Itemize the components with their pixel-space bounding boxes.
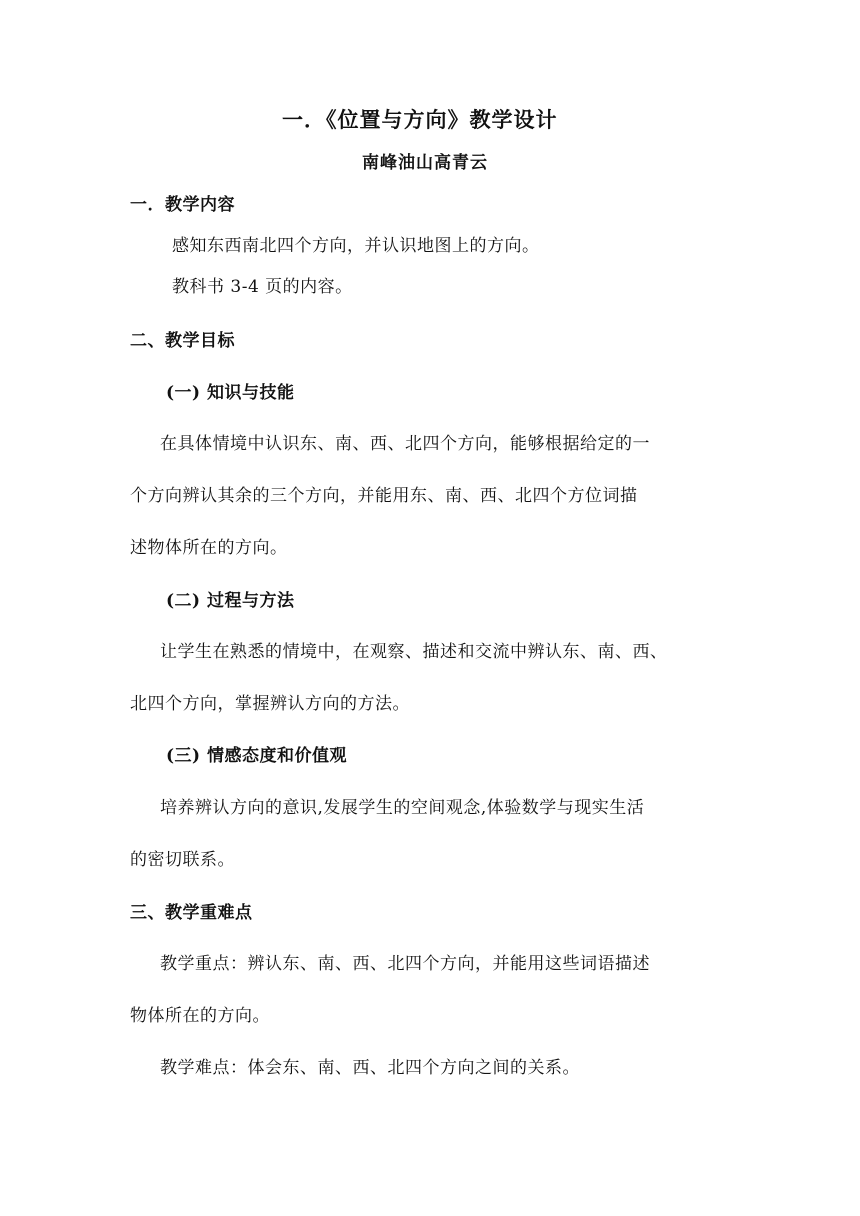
section-heading-teaching-content: 一．教学内容 bbox=[130, 195, 235, 215]
paragraph: 教科书 3-4 页的内容。 bbox=[172, 277, 353, 297]
paragraph-line: 在具体情境中认识东、南、西、北四个方向，能够根据给定的一 bbox=[160, 434, 650, 454]
subsection-heading-emotions-values: (三) 情感态度和价值观 bbox=[166, 746, 348, 766]
paragraph-line: 让学生在熟悉的情境中，在观察、描述和交流中辨认东、南、西、 bbox=[160, 642, 668, 662]
document-author: 南峰油山高青云 bbox=[362, 153, 488, 173]
subsection-heading-knowledge-skills: (一) 知识与技能 bbox=[166, 383, 295, 403]
paragraph-line: 教学重点：辨认东、南、西、北四个方向，并能用这些词语描述 bbox=[160, 954, 650, 974]
paragraph-line: 个方向辨认其余的三个方向，并能用东、南、西、北四个方位词描 bbox=[130, 486, 638, 506]
section-heading-key-difficult-points: 三、教学重难点 bbox=[130, 903, 253, 923]
paragraph: 感知东西南北四个方向，并认识地图上的方向。 bbox=[172, 236, 540, 256]
paragraph-line: 北四个方向，掌握辨认方向的方法。 bbox=[130, 694, 410, 714]
paragraph-line: 教学难点：体会东、南、西、北四个方向之间的关系。 bbox=[160, 1058, 580, 1078]
subsection-heading-process-methods: (二) 过程与方法 bbox=[166, 591, 295, 611]
document-title: 一．《位置与方向》教学设计 bbox=[282, 107, 558, 132]
section-heading-teaching-goals: 二、教学目标 bbox=[130, 331, 235, 351]
paragraph-line: 物体所在的方向。 bbox=[130, 1006, 270, 1026]
paragraph-line: 的密切联系。 bbox=[130, 850, 235, 870]
paragraph-line: 述物体所在的方向。 bbox=[130, 538, 288, 558]
paragraph-line: 培养辨认方向的意识,发展学生的空间观念,体验数学与现实生活 bbox=[160, 798, 645, 818]
